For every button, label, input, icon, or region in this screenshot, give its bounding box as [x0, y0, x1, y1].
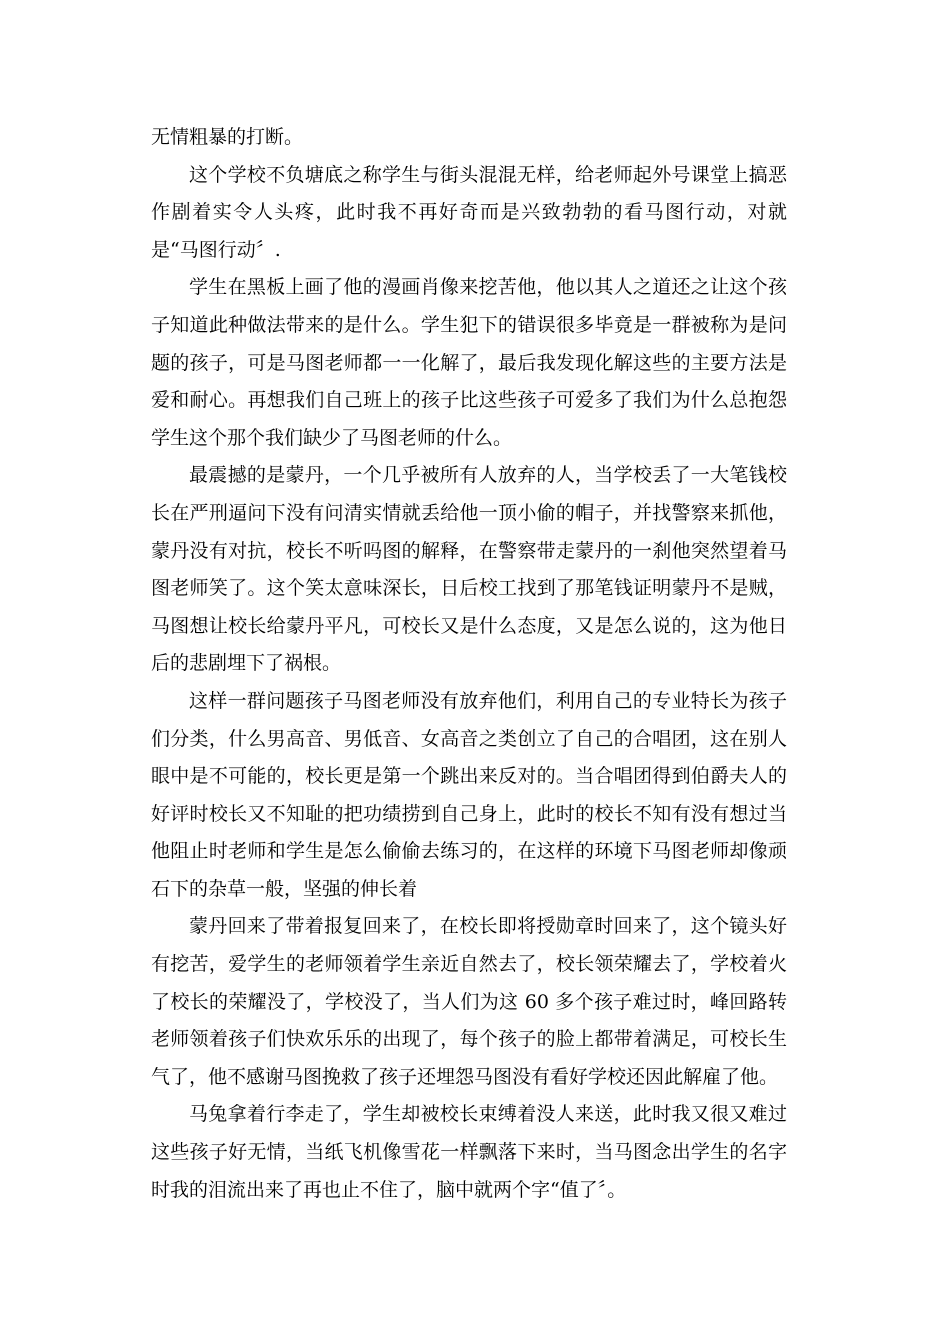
paragraph-mondain: 最震撼的是蒙丹，一个几乎被所有人放弃的人，当学校丢了一大笔钱校长在严刑逼问下没有问清实情就丢给他一顶小偷的帽子，并找警察来抓他，蒙丹没有对抗，校长不听吗图的解释，在警察带走蒙丹的一刹他突然望着马图老师笑了。这个笑太意味深长，日后校工找到了那笔钱证明蒙丹不是贼，马图想让校长给蒙丹平凡，可校长又是什么态度，又是怎么说的，这为他日后的悲剧埋下了祸根。	[151, 464, 787, 675]
paragraph-fire: 蒙丹回来了带着报复回来了，在校长即将授勋章时回来了，这个镜头好有挖苦，爱学生的老师领着学生亲近自然去了，校长领荣耀去了，学校着火了校长的荣耀没了，学校没了，当人们为这 60 多个孩子难过时，峰回路转老师领着孩子们快欢乐乐的出现了，每个孩子的脸上都带着满足，可校长生气了，他不感谢马图挽救了孩子还埋怨马图没有看好学校还因此解雇了他。	[151, 915, 787, 1088]
paragraph-continuation: 无情粗暴的打断。	[151, 126, 304, 148]
paragraph-blackboard-caricature: 学生在黑板上画了他的漫画肖像来挖苦他，他以其人之道还之让这个孩子知道此种做法带来的是什么。学生犯下的错误很多毕竟是一群被称为是问题的孩子，可是马图老师都一一化解了，最后我发现化解这些的主要方法是爱和耐心。再想我们自己班上的孩子比这些孩子可爱多了我们为什么总抱怨学生这个那个我们缺少了马图老师的什么。	[151, 276, 787, 449]
paragraph-choir: 这样一群问题孩子马图老师没有放弃他们，利用自己的专业特长为孩子们分类，什么男高音、男低音、女高音之类创立了自己的合唱团，这在别人眼中是不可能的，校长更是第一个跳出来反对的。当合唱团得到伯爵夫人的好评时校长又不知耻的把功绩捞到自己身上，此时的校长不知有没有想过当他阻止时老师和学生是怎么偷偷去练习的，在这样的环境下马图老师却像顽石下的杂草一般，坚强的伸长着	[151, 689, 787, 900]
paragraph-farewell: 马兔拿着行李走了，学生却被校长束缚着没人来送，此时我又很又难过这些孩子好无情，当纸飞机像雪花一样飘落下来时，当马图念出学生的名字时我的泪流出来了再也止不住了，脑中就两个字“值了〞。	[151, 1103, 787, 1201]
document-body	[151, 119, 787, 1209]
paragraph-school-description: 这个学校不负塘底之称学生与街头混混无样，给老师起外号课堂上搞恶作剧着实令人头疼，此时我不再好奇而是兴致勃勃的看马图行动，对就是“马图行动〞.	[151, 163, 787, 261]
